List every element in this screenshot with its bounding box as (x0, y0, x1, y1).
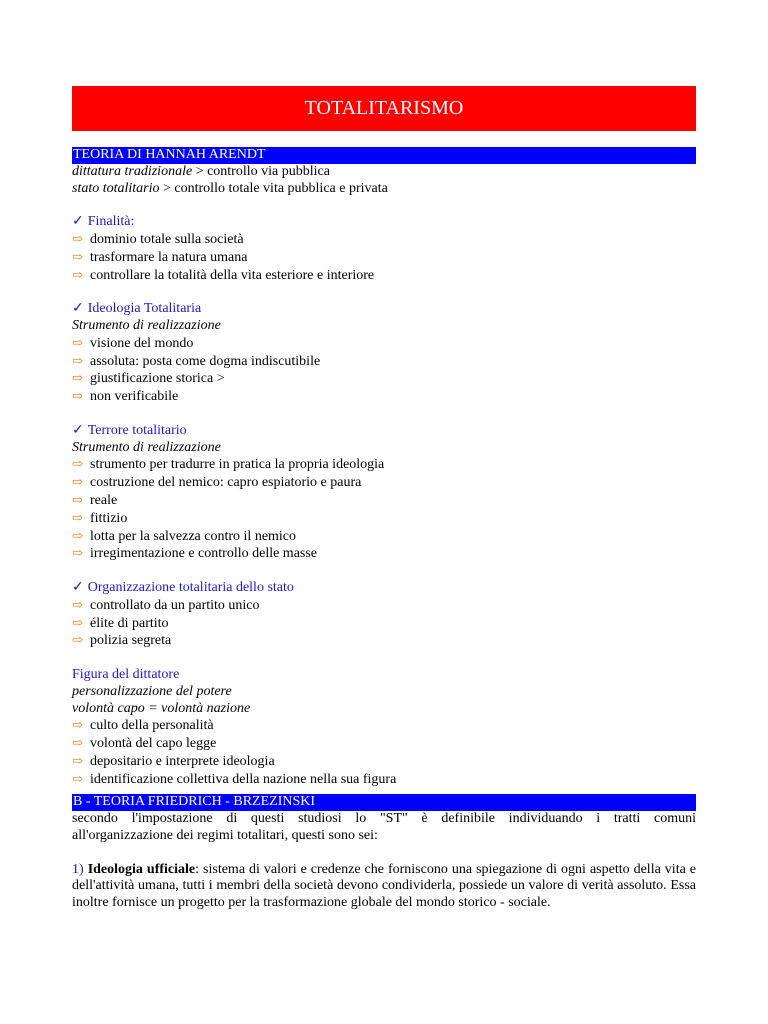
dittatore-subtitle: personalizzazione del potere (72, 683, 232, 699)
arrow-right-icon: ⇨ (72, 352, 83, 368)
arrow-right-icon: ⇨ (72, 474, 83, 490)
list-item: ⇨ non verificabile (72, 388, 179, 405)
arrow-right-icon: ⇨ (72, 370, 83, 386)
section-a-heading: TEORIA DI HANNAH ARENDT (72, 147, 696, 164)
check-icon: ✓ (72, 579, 84, 595)
arrow-right-icon: ⇨ (72, 266, 83, 282)
arrow-right-icon: ⇨ (72, 527, 83, 543)
list-item: ⇨ élite di partito (72, 614, 169, 631)
list-item: ⇨ irregimentazione e controllo delle masse (72, 545, 318, 562)
intro-paragraph-line: all'organizzazione dei regimi totalitari, questi sono sei: (72, 828, 378, 844)
document-body (72, 147, 696, 912)
arrow-right-icon: ⇨ (72, 752, 83, 768)
arrow-right-icon: ⇨ (72, 614, 83, 630)
terrore-heading: ✓ Terrore totalitario (72, 422, 187, 438)
list-item: ⇨ dominio totale sulla società (72, 230, 244, 247)
list-item: ⇨ culto della personalità (72, 717, 214, 734)
arrow-right-icon: ⇨ (72, 717, 83, 733)
document-title: TOTALITARISMO (72, 86, 696, 131)
arrow-right-icon: ⇨ (72, 456, 83, 472)
terrore-subtitle: Strumento di realizzazione (72, 439, 221, 455)
arrow-right-icon: ⇨ (72, 596, 83, 612)
list-item: ⇨ controllato da un partito unico (72, 596, 260, 613)
arrow-right-icon: ⇨ (72, 230, 83, 246)
check-icon: ✓ (72, 301, 84, 317)
arrow-right-icon: ⇨ (72, 491, 83, 507)
list-item: ⇨ identificazione collettiva della nazione nella sua figura (72, 770, 397, 787)
list-item: ⇨ depositario e interprete ideologia (72, 752, 275, 769)
arrow-right-icon: ⇨ (72, 770, 83, 786)
ideologia-subtitle: Strumento di realizzazione (72, 317, 221, 333)
list-item: ⇨ polizia segreta (72, 632, 172, 649)
ideologia-heading: ✓ Ideologia Totalitaria (72, 301, 202, 317)
list-item: ⇨ reale (72, 491, 118, 508)
arrow-right-icon: ⇨ (72, 388, 83, 404)
arrow-right-icon: ⇨ (72, 334, 83, 350)
list-item: ⇨ assoluta: posta come dogma indiscutibile (72, 352, 321, 369)
arrow-right-icon: ⇨ (72, 545, 83, 561)
list-item: ⇨ fittizio (72, 509, 128, 526)
list-item: ⇨ lotta per la salvezza contro il nemico (72, 527, 297, 544)
arrow-right-icon: ⇨ (72, 735, 83, 751)
list-item: ⇨ trasformare la natura umana (72, 248, 248, 265)
dittatore-subtitle: volontà capo = volontà nazione (72, 700, 251, 716)
arrow-right-icon: ⇨ (72, 632, 83, 648)
check-icon: ✓ (72, 422, 84, 438)
arrow-right-icon: ⇨ (72, 248, 83, 264)
list-item: ⇨ strumento per tradurre in pratica la propria ideologia (72, 456, 385, 473)
list-item: ⇨ visione del mondo (72, 334, 194, 351)
point-1-paragraph: 1) Ideologia ufficiale: sistema di valori e credenze che forniscono una spiegazione di ogni aspetto della vita e dell'attività umana, tutti i membri della società devono condividerla, possiede un valore di verità assoluto. Essa inoltre fornisce un progetto per la trasformazione globale del mondo storico - sociale. (72, 861, 697, 911)
finalita-heading: ✓ Finalità: (72, 214, 135, 230)
intro-paragraph-line: secondo l'impostazione di questi studiosi lo "ST" è definibile individuando i tratti comuni (72, 811, 696, 827)
organizzazione-heading: ✓ Organizzazione totalitaria dello stato (72, 579, 294, 595)
dittatore-heading: Figura del dittatore (72, 666, 180, 682)
list-item: ⇨ volontà del capo legge (72, 735, 217, 752)
definition-line: stato totalitario > controllo totale vita pubblica e privata (72, 180, 388, 196)
list-item: ⇨ controllare la totalità della vita esteriore e interiore (72, 266, 375, 283)
arrow-right-icon: ⇨ (72, 509, 83, 525)
definition-line: dittatura tradizionale > controllo via pubblica (72, 163, 330, 179)
list-item: ⇨ giustificazione storica > (72, 370, 225, 387)
section-b-heading: B - TEORIA FRIEDRICH - BRZEZINSKI (72, 794, 696, 811)
check-icon: ✓ (72, 214, 84, 230)
list-item: ⇨ costruzione del nemico: capro espiatorio e paura (72, 474, 362, 491)
